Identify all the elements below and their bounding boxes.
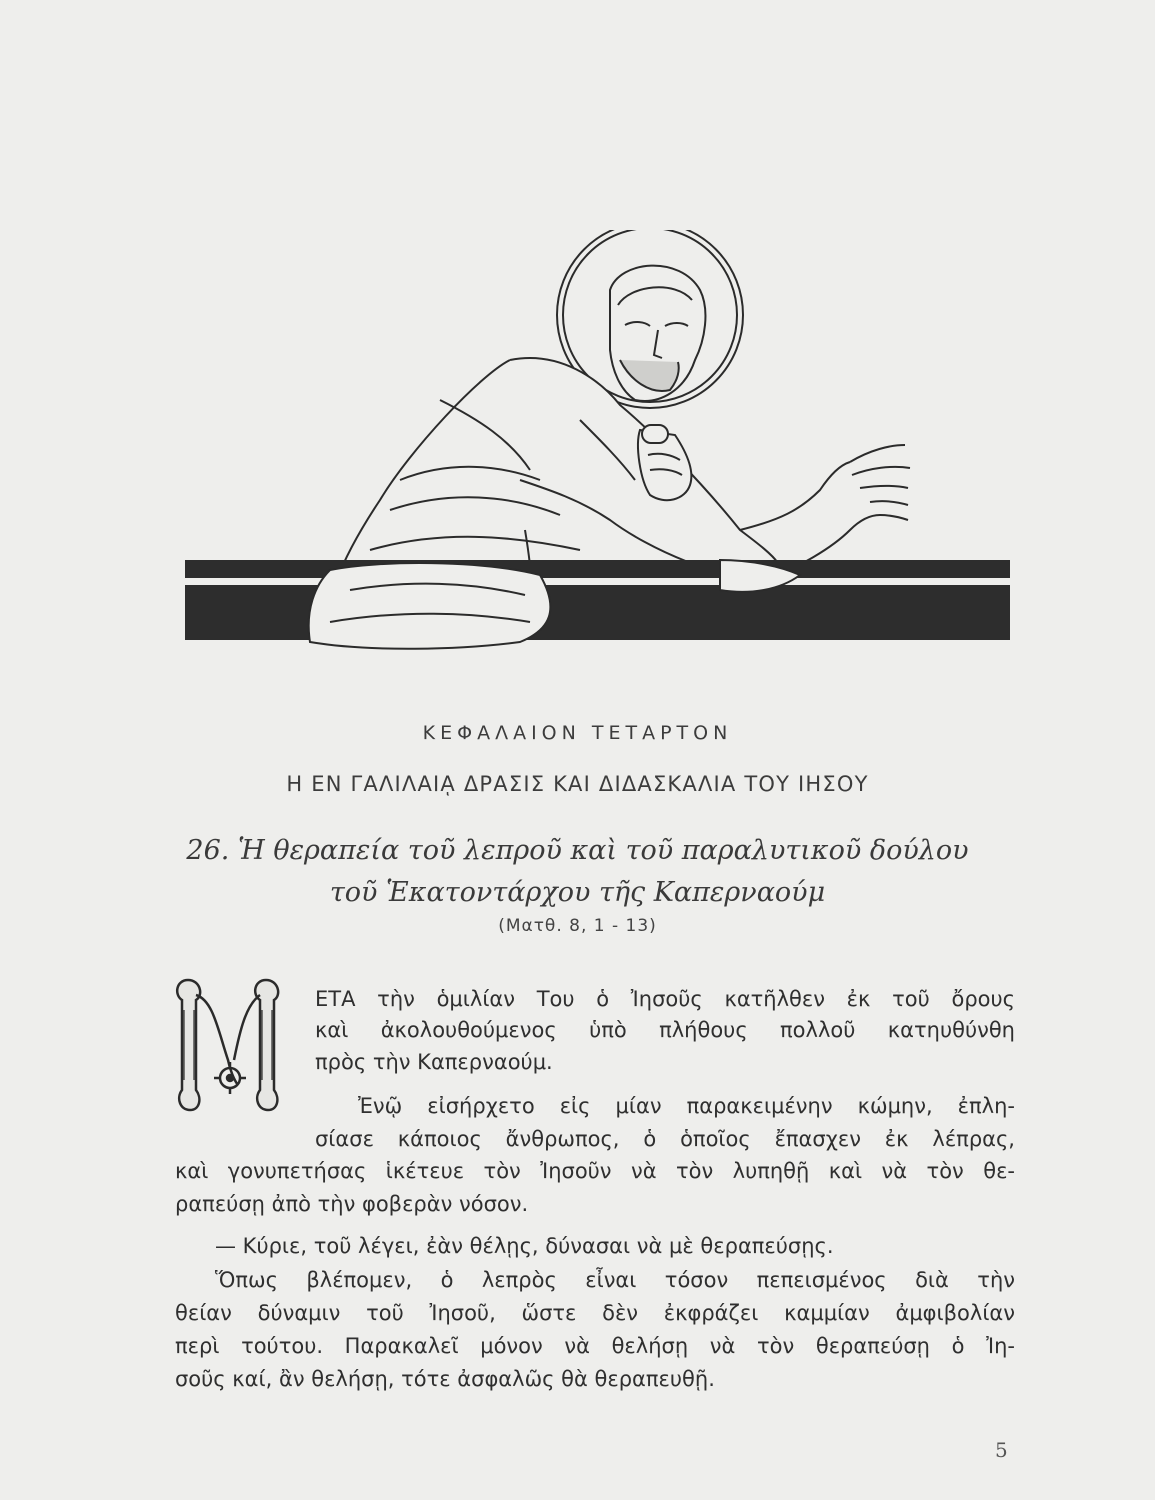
body-line: ΕΤΑ τὴν ὁμιλίαν Του ὁ Ἰησοῦς κατῆλθεν ἐκ τοῦ ὄρους	[315, 987, 1015, 1011]
body-line: Ἐνῷ εἰσήρχετο εἰς μίαν παρακειμένην κώμην, ἐπλη-	[358, 1094, 1015, 1118]
drop-cap-letter: Μ	[168, 970, 169, 971]
body-line: πρὸς τὴν Καπερναούμ.	[315, 1050, 553, 1074]
scripture-reference: (Ματθ. 8, 1 - 13)	[498, 916, 657, 936]
body-line: σοῦς καί, ἂν θελήσῃ, τότε ἀσφαλῶς θὰ θεραπευθῇ.	[175, 1367, 715, 1391]
section-heading-line-1: 26. Ἡ θεραπεία τοῦ λεπροῦ καὶ τοῦ παραλυτικοῦ δούλου	[186, 835, 969, 866]
ornamental-drop-cap	[168, 970, 298, 1120]
body-line: σίασε κάποιος ἄνθρωπος, ὁ ὁποῖος ἔπασχεν ἐκ λέπρας,	[315, 1127, 1015, 1151]
page-number: 5	[995, 1438, 1008, 1462]
body-line: θείαν δύναμιν τοῦ Ἰησοῦ, ὥστε δὲν ἐκφράζει καμμίαν ἀμφιβολίαν	[175, 1301, 1015, 1325]
christ-illustration	[180, 230, 1010, 670]
body-line: — Κύριε, τοῦ λέγει, ἐὰν θέλῃς, δύνασαι νὰ μὲ θεραπεύσῃς.	[215, 1234, 834, 1258]
body-line: Ὅπως βλέπομεν, ὁ λεπρὸς εἶναι τόσον πεπεισμένος διὰ τὴν	[215, 1268, 1015, 1292]
body-line: περὶ τούτου. Παρακαλεῖ μόνον νὰ θελήσῃ νὰ τὸν θεραπεύσῃ ὁ Ἰη-	[175, 1334, 1015, 1358]
body-line: καὶ γονυπετήσας ἱκέτευε τὸν Ἰησοῦν νὰ τὸν λυπηθῇ καὶ νὰ τὸν θε-	[175, 1159, 1015, 1183]
dark-band	[185, 560, 1010, 578]
section-heading-line-2: τοῦ Ἑκατοντάρχου τῆς Καπερναούμ	[329, 877, 826, 908]
chapter-title: Η ΕΝ ΓΑΛΙΛΑΙᾼ ΔΡΑΣΙΣ ΚΑΙ ΔΙΔΑΣΚΑΛΙΑ ΤΟΥ ΙΗΣΟΥ	[286, 772, 869, 796]
section-heading	[0, 830, 1155, 914]
body-line: ραπεύσῃ ἀπὸ τὴν φοβερὰν νόσον.	[175, 1192, 529, 1216]
body-line: καὶ ἀκολουθούμενος ὑπὸ πλήθους πολλοῦ κατηυθύνθη	[315, 1018, 1015, 1042]
chapter-number: ΚΕΦΑΛΑΙΟΝ ΤΕΤΑΡΤΟΝ	[422, 722, 733, 744]
